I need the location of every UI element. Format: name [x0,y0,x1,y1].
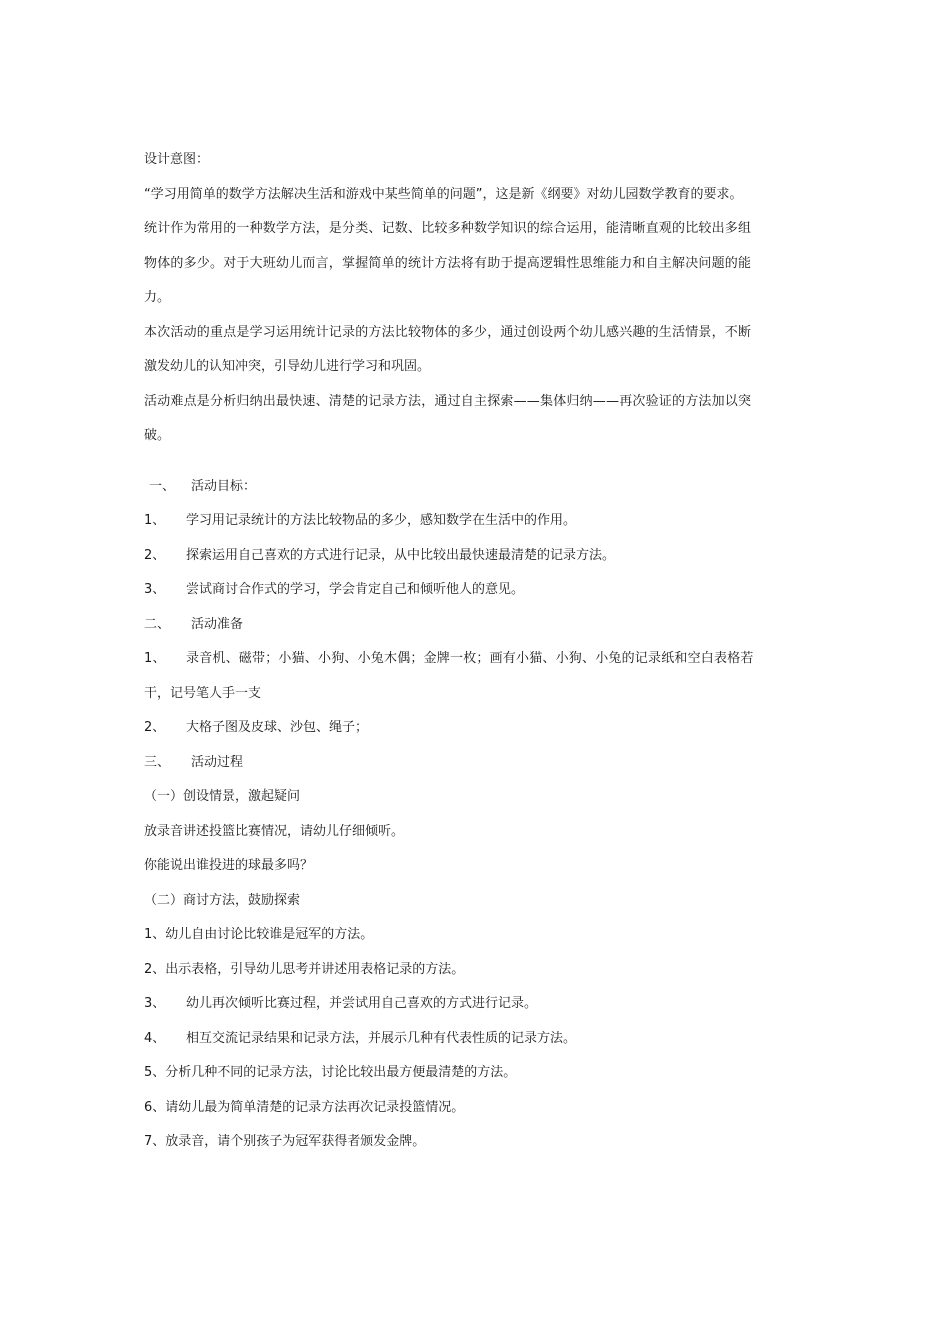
item-text: 尝试商讨合作式的学习，学会肯定自己和倾听他人的意见。 [186,582,525,597]
list-item [144,546,814,581]
paragraph-line: 本次活动的重点是学习运用统计记录的方法比较物体的多少，通过创设两个幼儿感兴趣的生活情景，不断 [144,324,752,340]
paragraph-line: 物体的多少。对于大班幼儿而言，掌握简单的统计方法将有助于提高逻辑性思维能力和自主解决问题的能 [144,255,752,271]
item-text: 幼儿再次倾听比赛过程，并尝试用自己喜欢的方式进行记录。 [186,996,538,1011]
list-item [144,511,814,546]
item-number: 3、 [144,582,166,597]
step-item: 6、请幼儿最为简单清楚的记录方法再次记录投篮情况。 [144,1099,465,1115]
section-heading-2 [144,615,814,650]
paragraph-line: 统计作为常用的一种数学方法，是分类、记数、比较多种数学知识的综合运用，能清晰直观的比较出多组 [144,221,752,236]
subsection-heading: （二）商讨方法，鼓励探索 [144,892,301,908]
section-number: 二、 [144,616,171,632]
section-title: 活动目标： [191,478,257,494]
step-item [144,1029,814,1064]
step-item [144,994,814,1029]
paragraph-line: 激发幼儿的认知冲突，引导幼儿进行学习和巩固。 [144,359,431,374]
step-item: 5、分析几种不同的记录方法，讨论比较出最方便最清楚的方法。 [144,1065,517,1080]
step-item: 1、幼儿自由讨论比较谁是冠军的方法。 [144,927,374,942]
paragraph-line: “学习用简单的数学方法解决生活和游戏中某些简单的问题”，这是新《纲要》对幼儿园数学教育的要求。 [144,186,743,202]
paragraph-line: 力。 [144,290,171,305]
section-title: 活动过程 [191,754,244,770]
list-item-continuation: 干，记号笔人手一支 [144,685,262,701]
list-item [144,580,814,615]
list-item [144,649,814,684]
paragraph-line: 放录音讲述投篮比赛情况，请幼儿仔细倾听。 [144,823,405,839]
section-title: 活动准备 [191,616,244,632]
item-number: 3、 [144,996,166,1011]
list-item [144,718,814,753]
item-text: 相互交流记录结果和记录方法，并展示几种有代表性质的记录方法。 [186,1030,577,1046]
section-number: 三、 [144,754,171,770]
item-number: 1、 [144,651,166,666]
document-body [144,150,814,1167]
item-number: 2、 [144,720,166,735]
step-item: 2、出示表格，引导幼儿思考并讲述用表格记录的方法。 [144,961,465,977]
section-heading-1 [144,477,814,512]
item-text: 探索运用自己喜欢的方式进行记录，从中比较出最快速最清楚的记录方法。 [186,547,616,563]
design-intent-heading: 设计意图： [144,152,210,167]
paragraph-line: 活动难点是分析归纳出最快速、清楚的记录方法，通过自主探索——集体归纳——再次验证的方法加以突 [144,393,752,409]
item-number: 2、 [144,547,166,563]
item-number: 4、 [144,1030,166,1046]
paragraph-line: 破。 [144,428,171,443]
item-text: 学习用记录统计的方法比较物品的多少，感知数学在生活中的作用。 [186,513,577,528]
item-number: 1、 [144,513,166,528]
item-text: 大格子图及皮球、沙包、绳子； [186,720,369,735]
step-item: 7、放录音，请个别孩子为冠军获得者颁发金牌。 [144,1134,426,1149]
section-number: 一、 [149,478,176,494]
subsection-heading: （一）创设情景，激起疑问 [144,789,301,804]
spacer [144,461,814,477]
section-heading-3 [144,753,814,788]
item-text: 录音机、磁带；小猫、小狗、小兔木偶；金牌一枚；画有小猫、小狗、小兔的记录纸和空白表格若 [186,651,754,666]
paragraph-line: 你能说出谁投进的球最多吗？ [144,858,314,873]
